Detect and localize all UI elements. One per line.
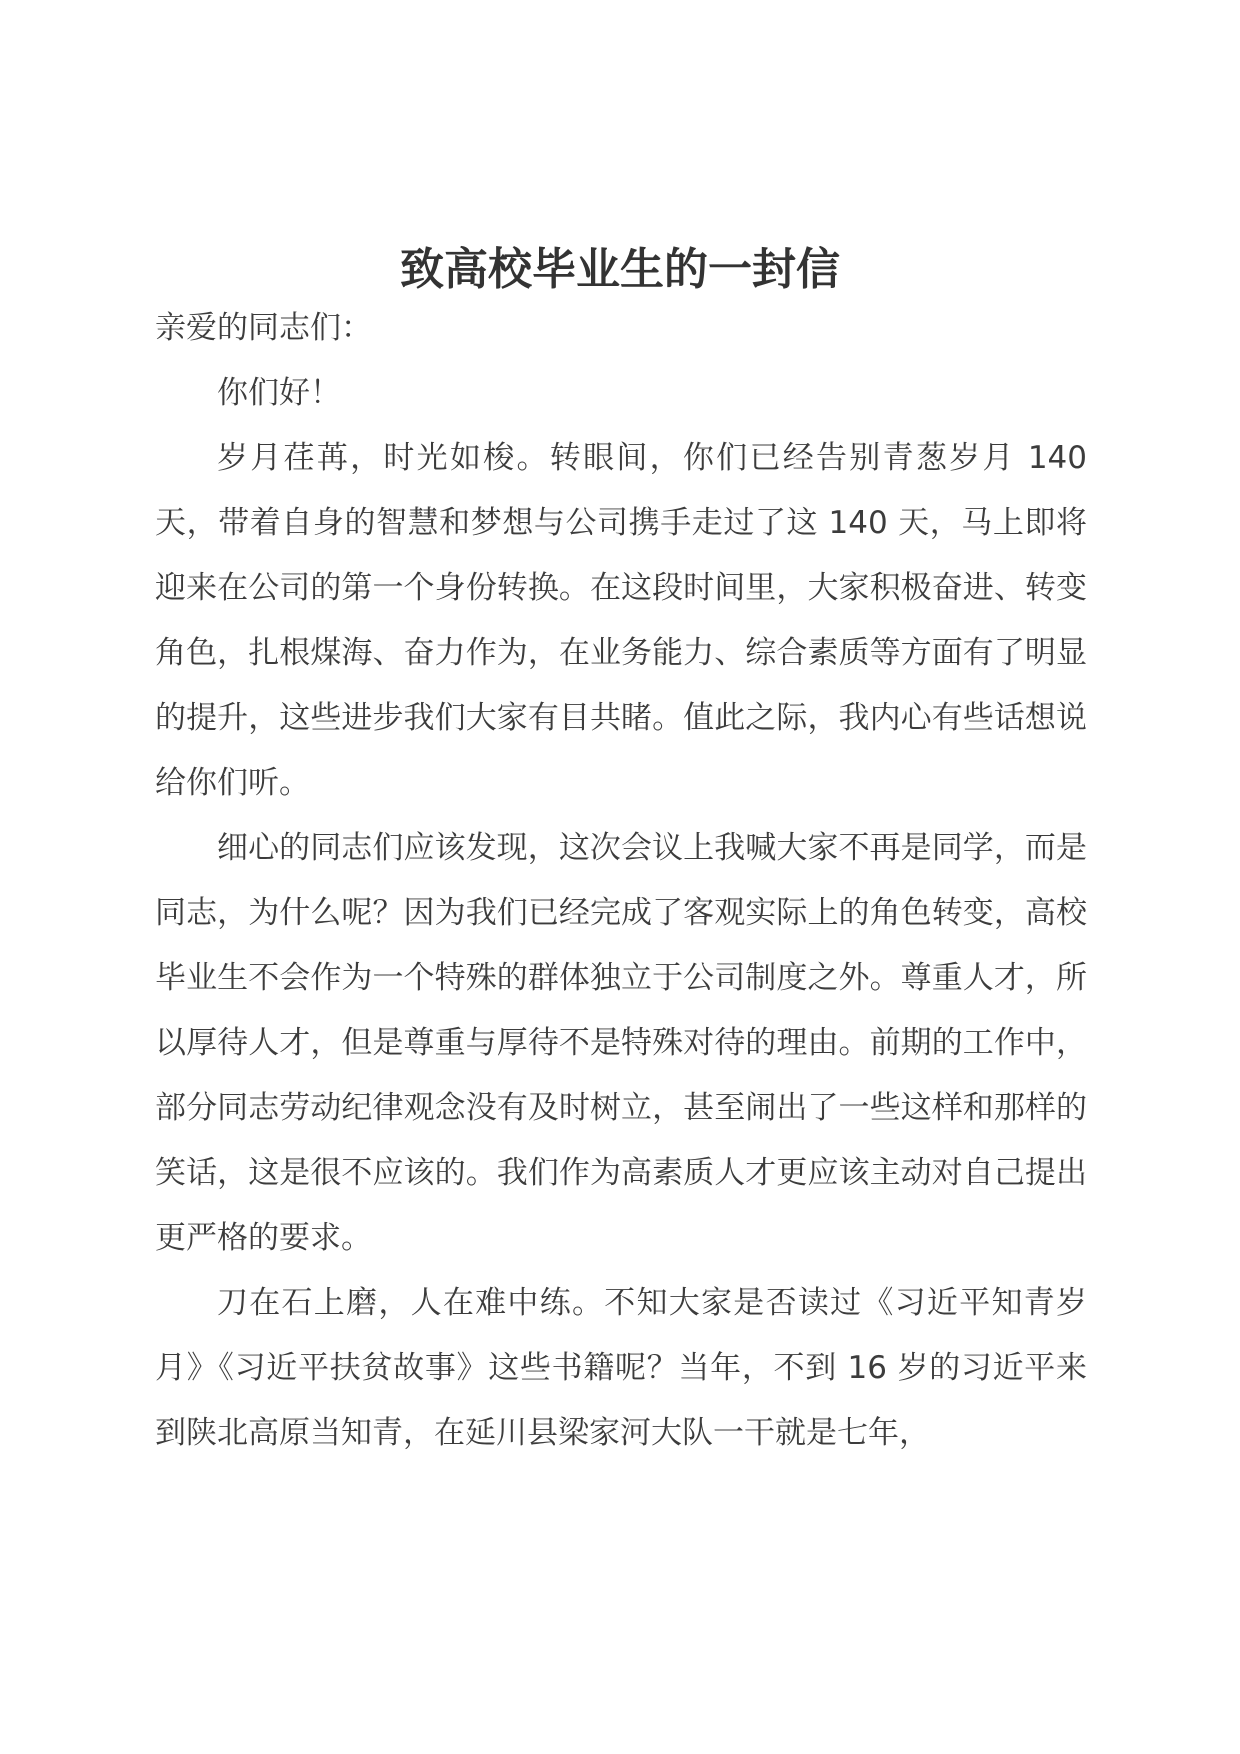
document-title: 致高校毕业生的一封信 — [400, 244, 840, 295]
salutation: 亲爱的同志们： — [155, 310, 372, 346]
letter-body — [155, 296, 1087, 1466]
paragraph-greeting: 你们好！ — [217, 375, 341, 411]
paragraph-role-change: 细心的同志们应该发现，这次会议上我喊大家不再是同学，而是同志，为什么呢？因为我们已经完成了客观实际上的角色转变，高校毕业生不会作为一个特殊的群体独立于公司制度之外。尊重人才，所以厚待人才，但是尊重与厚待不是特殊对待的理由。前期的工作中，部分同志劳动纪律观念没有及时树立，甚至闹出了一些这样和那样的笑话，这是很不应该的。我们作为高素质人才更应该主动对自己提出更严格的要求。 — [155, 830, 1087, 1256]
paragraph-time-passes: 岁月荏苒，时光如梭。转眼间，你们已经告别青葱岁月 140 天，带着自身的智慧和梦想与公司携手走过了这 140 天，马上即将迎来在公司的第一个身份转换。在这段时间里，大家积极奋进、转变角色，扎根煤海、奋力作为，在业务能力、综合素质等方面有了明显的提升，这些进步我们大家有目共睹。值此之际，我内心有些话想说给你们听。 — [155, 440, 1087, 801]
paragraph-hardship: 刀在石上磨，人在难中练。不知大家是否读过《习近平知青岁月》《习近平扶贫故事》这些书籍呢？当年，不到 16 岁的习近平来到陕北高原当知青，在延川县梁家河大队一干就是七年， — [155, 1285, 1087, 1451]
